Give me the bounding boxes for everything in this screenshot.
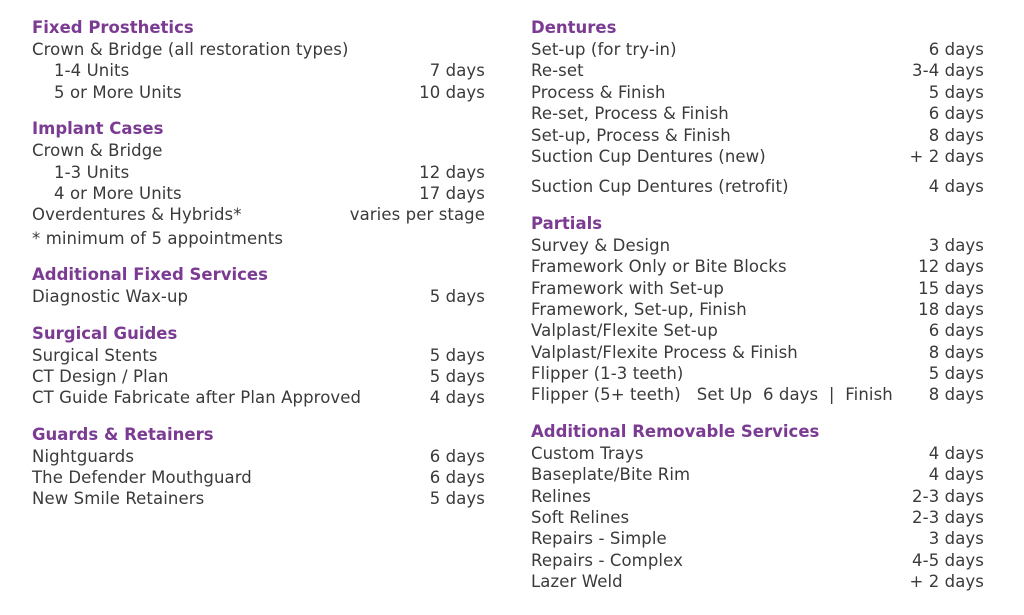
item-turnaround: 2-3 days xyxy=(912,508,984,528)
item-label: 1-3 Units xyxy=(54,162,130,182)
item-label: Diagnostic Wax-up xyxy=(32,287,189,307)
item-label: 5 or More Units xyxy=(54,82,182,102)
item-label: Framework with Set-up xyxy=(531,278,724,298)
item-turnaround: 8 days xyxy=(928,342,984,362)
item-label: Baseplate/Bite Rim xyxy=(531,465,691,485)
section-heading: Guards & Retainers xyxy=(32,424,214,444)
section-additional-removable-services xyxy=(531,421,984,593)
item-turnaround: 3-4 days xyxy=(912,61,984,81)
list-item xyxy=(531,39,984,60)
list-item xyxy=(32,446,485,467)
list-item xyxy=(531,176,984,197)
section-heading: Additional Removable Services xyxy=(531,421,820,441)
item-label: Overdentures & Hybrids* xyxy=(32,205,242,225)
list-item xyxy=(531,60,984,81)
item-turnaround: 5 days xyxy=(429,345,485,365)
item-label: Valplast/Flexite Set-up xyxy=(531,321,718,341)
item-turnaround: 5 days xyxy=(928,82,984,102)
list-item xyxy=(531,464,984,485)
list-item xyxy=(32,162,485,183)
item-label: Set-up (for try-in) xyxy=(531,40,677,59)
list-item xyxy=(531,235,984,256)
list-item xyxy=(531,363,984,384)
section-heading: Additional Fixed Services xyxy=(32,265,268,285)
item-label: New Smile Retainers xyxy=(32,489,205,509)
section-heading: Implant Cases xyxy=(32,119,164,139)
item-turnaround: 17 days xyxy=(419,183,485,203)
list-item xyxy=(531,125,984,146)
list-item xyxy=(531,443,984,464)
item-label: * minimum of 5 appointments xyxy=(32,228,284,248)
item-label: Crown & Bridge (all restoration types) xyxy=(32,40,349,59)
item-turnaround: 5 days xyxy=(429,287,485,307)
list-item xyxy=(531,82,984,103)
section-heading: Dentures xyxy=(531,18,617,37)
item-label: Framework Only or Bite Blocks xyxy=(531,257,787,277)
item-label: Surgical Stents xyxy=(32,345,158,365)
list-item xyxy=(32,387,485,408)
item-label: Suction Cup Dentures (new) xyxy=(531,146,766,166)
item-turnaround: 2-3 days xyxy=(912,486,984,506)
list-item xyxy=(32,228,485,249)
list-item xyxy=(531,146,984,167)
item-label: Repairs - Complex xyxy=(531,550,683,570)
section-implant-cases xyxy=(32,118,485,249)
item-label: Suction Cup Dentures (retrofit) xyxy=(531,177,789,197)
list-item xyxy=(531,384,984,405)
left-column xyxy=(32,17,485,525)
list-item xyxy=(32,140,485,161)
list-item xyxy=(32,488,485,509)
section-additional-fixed-services xyxy=(32,264,485,307)
section-dentures xyxy=(531,17,984,198)
section-heading: Surgical Guides xyxy=(32,323,178,343)
section-fixed-prosthetics xyxy=(32,17,485,103)
list-item xyxy=(531,342,984,363)
item-turnaround: 3 days xyxy=(928,529,984,549)
item-turnaround: 5 days xyxy=(429,489,485,509)
item-turnaround: 18 days xyxy=(918,299,984,319)
item-turnaround: + 2 days xyxy=(909,146,984,166)
item-label: Soft Relines xyxy=(531,508,630,528)
item-turnaround: 4-5 days xyxy=(912,550,984,570)
item-turnaround: 12 days xyxy=(918,257,984,277)
item-turnaround: 4 days xyxy=(928,465,984,485)
right-column xyxy=(531,17,984,608)
item-turnaround: + 2 days xyxy=(909,572,984,592)
item-turnaround: 4 days xyxy=(928,177,984,197)
list-item xyxy=(531,550,984,571)
item-label: Flipper (1-3 teeth) xyxy=(531,364,684,384)
item-turnaround: 7 days xyxy=(429,61,485,81)
item-turnaround: 3 days xyxy=(928,235,984,255)
section-surgical-guides xyxy=(32,323,485,409)
list-item xyxy=(32,286,485,307)
item-turnaround: 6 days xyxy=(928,321,984,341)
section-guards-retainers xyxy=(32,424,485,510)
item-turnaround: 8 days xyxy=(928,385,984,405)
item-turnaround: 5 days xyxy=(429,366,485,386)
item-label: 4 or More Units xyxy=(54,183,182,203)
item-turnaround: 4 days xyxy=(928,443,984,463)
item-label: Relines xyxy=(531,486,591,506)
item-turnaround: 12 days xyxy=(419,162,485,182)
item-label: CT Design / Plan xyxy=(32,366,169,386)
item-label: Re-set xyxy=(531,61,584,81)
section-partials xyxy=(531,213,984,406)
list-item xyxy=(531,571,984,592)
item-turnaround: 6 days xyxy=(928,104,984,124)
list-item xyxy=(531,507,984,528)
item-label: Process & Finish xyxy=(531,82,666,102)
item-label: Survey & Design xyxy=(531,235,671,255)
item-turnaround: varies per stage xyxy=(349,205,485,225)
list-item xyxy=(531,299,984,320)
item-label: 1-4 Units xyxy=(54,61,130,81)
item-turnaround: 6 days xyxy=(928,40,984,59)
item-turnaround: 4 days xyxy=(429,388,485,408)
list-item xyxy=(32,39,485,60)
item-label: The Defender Mouthguard xyxy=(32,468,252,488)
item-label: CT Guide Fabricate after Plan Approved xyxy=(32,388,362,408)
list-item xyxy=(32,183,485,204)
list-item xyxy=(32,345,485,366)
item-turnaround: 5 days xyxy=(928,364,984,384)
item-label: Crown & Bridge xyxy=(32,141,163,161)
list-item xyxy=(32,60,485,81)
item-label: Set-up, Process & Finish xyxy=(531,125,731,145)
list-item xyxy=(32,467,485,488)
item-label: Lazer Weld xyxy=(531,572,623,592)
list-item xyxy=(531,528,984,549)
item-label: Nightguards xyxy=(32,446,135,466)
item-label: Re-set, Process & Finish xyxy=(531,104,729,124)
item-turnaround: 6 days xyxy=(429,446,485,466)
section-heading: Fixed Prosthetics xyxy=(32,18,194,37)
item-turnaround: 15 days xyxy=(918,278,984,298)
list-item xyxy=(531,256,984,277)
item-label: Custom Trays xyxy=(531,443,644,463)
list-item xyxy=(531,486,984,507)
item-label: Framework, Set-up, Finish xyxy=(531,299,747,319)
item-label: Repairs - Simple xyxy=(531,529,667,549)
list-item xyxy=(531,320,984,341)
item-turnaround: 10 days xyxy=(419,82,485,102)
list-item xyxy=(32,366,485,387)
item-label: Flipper (5+ teeth) Set Up 6 days | Finish xyxy=(531,385,893,405)
list-item xyxy=(531,103,984,124)
item-turnaround: 8 days xyxy=(928,125,984,145)
list-item xyxy=(32,82,485,103)
item-label: Valplast/Flexite Process & Finish xyxy=(531,342,798,362)
item-turnaround: 6 days xyxy=(429,468,485,488)
section-heading: Partials xyxy=(531,213,603,233)
list-item xyxy=(32,204,485,225)
list-item xyxy=(531,278,984,299)
